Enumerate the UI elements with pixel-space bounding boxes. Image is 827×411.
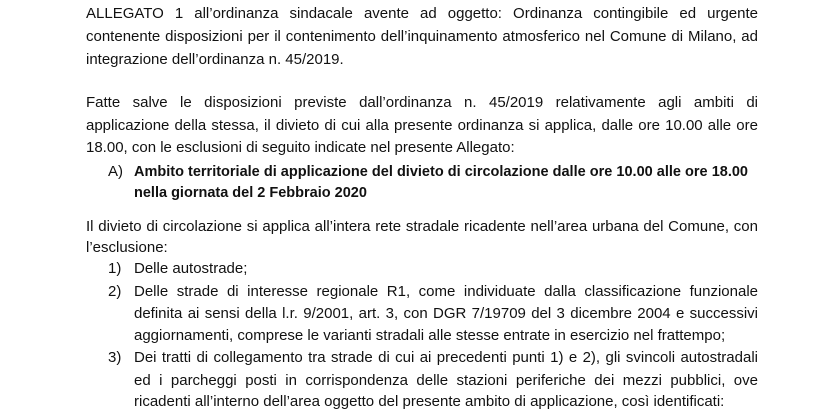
list-item-line: Delle autostrade; xyxy=(134,260,248,277)
list-item-line: ricadenti all’interno dell’area oggetto del presente ambito di applicazione, così identificati: xyxy=(134,393,725,410)
intro-line: Fatte salve le disposizioni previste dall’ordinanza n. 45/2019 relativamente agli ambiti di xyxy=(86,94,758,111)
list-marker: 2) xyxy=(108,283,122,300)
intro-line: applicazione della stessa, il divieto di cui alla presente ordinanza si applica, dalle ore 10.00 alle ore xyxy=(86,117,758,134)
scope-line: l’esclusione: xyxy=(86,239,168,256)
section-marker: A) xyxy=(108,163,123,180)
list-item-line: definita ai sensi della l.r. 9/2001, art. 3, con DGR 7/19709 del 3 dicembre 2004 e successivi xyxy=(134,305,758,322)
list-item-line: aggiornamenti, comprese le varianti stradali alle stesse entrate in esercizio nel frattempo; xyxy=(134,327,726,344)
header-line: integrazione dell’ordinanza n. 45/2019. xyxy=(86,51,344,68)
header-line: ALLEGATO 1 all’ordinanza sindacale avente ad oggetto: Ordinanza contingibile ed urgente xyxy=(86,5,758,22)
intro-line: 18.00, con le esclusioni di seguito indicate nel presente Allegato: xyxy=(86,139,515,156)
section-a-line: nella giornata del 2 Febbraio 2020 xyxy=(134,185,367,201)
scope-line: Il divieto di circolazione si applica all’intera rete stradale ricadente nell’area urbana del Comune, con xyxy=(86,218,758,235)
header-line: contenente disposizioni per il contenimento dell’inquinamento atmosferico nel Comune di Milano, ad xyxy=(86,28,758,45)
list-marker: 1) xyxy=(108,260,122,277)
list-marker: 3) xyxy=(108,349,122,366)
list-item-line: Dei tratti di collegamento tra strade di cui ai precedenti punti 1) e 2), gli svincoli autostradali xyxy=(134,349,758,366)
section-a-line: Ambito territoriale di applicazione del divieto di circolazione dalle ore 10.00 alle ore 18.00 xyxy=(134,164,748,180)
list-item-line: Delle strade di interesse regionale R1, come individuate dalla classificazione funzionale xyxy=(134,283,758,300)
list-item-line: ed i parcheggi posti in corrispondenza delle stazioni periferiche dei mezzi pubblici, ove xyxy=(134,372,758,389)
